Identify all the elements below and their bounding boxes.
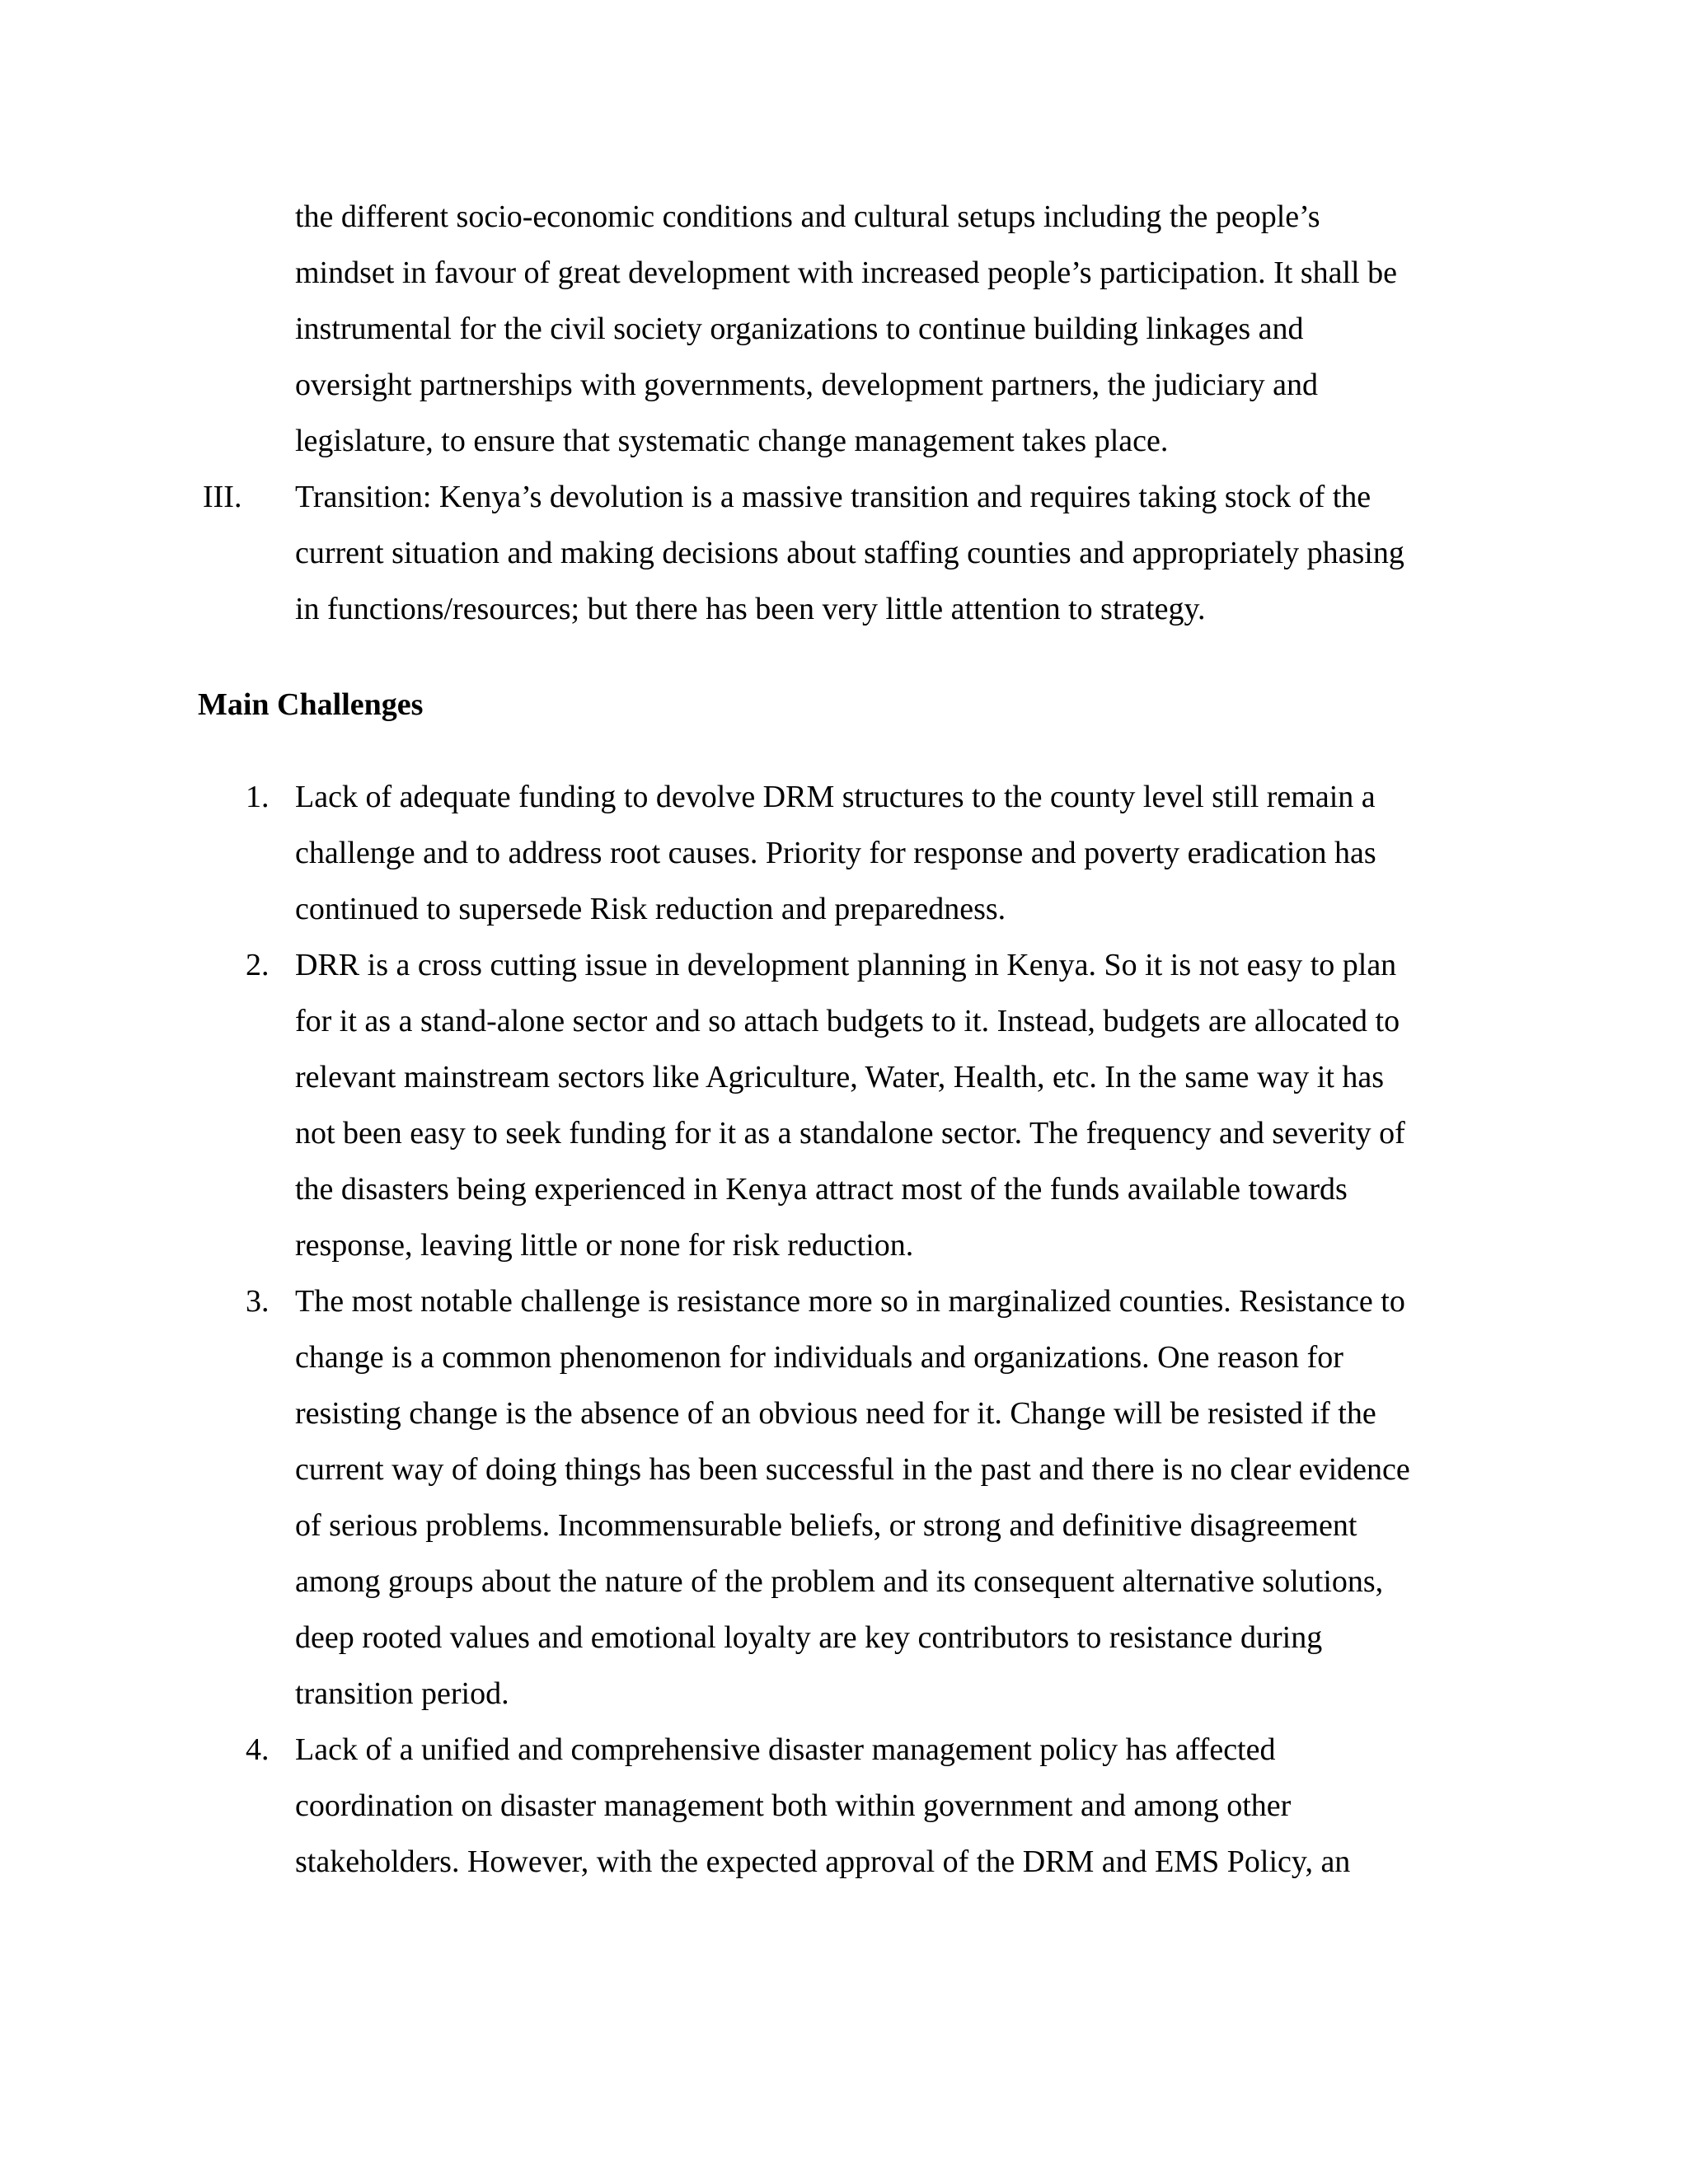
list-item-marker: 4. <box>246 1732 270 1767</box>
list-item-line: among groups about the nature of the problem and its consequent alternative solutions, <box>295 1564 1384 1599</box>
section-heading: Main Challenges <box>198 687 424 722</box>
body-text-line: oversight partnerships with governments, development partners, the judiciary and <box>295 368 1319 402</box>
body-text-line: current situation and making decisions about staffing counties and appropriately phasing <box>295 536 1404 570</box>
list-item-line: response, leaving little or none for risk reduction. <box>295 1228 914 1263</box>
list-item-line: resisting change is the absence of an obvious need for it. Change will be resisted if the <box>295 1396 1376 1431</box>
list-item-line: of serious problems. Incommensurable beliefs, or strong and definitive disagreement <box>295 1508 1357 1543</box>
list-item-line: the disasters being experienced in Kenya attract most of the funds available towards <box>295 1172 1348 1207</box>
list-item-marker: 2. <box>246 948 270 982</box>
body-text-line: in functions/resources; but there has been very little attention to strategy. <box>295 592 1206 626</box>
list-item-line: change is a common phenomenon for individuals and organizations. One reason for <box>295 1340 1343 1375</box>
list-item-line: not been easy to seek funding for it as a standalone sector. The frequency and severity of <box>295 1116 1405 1151</box>
roman-list-marker: III. <box>203 480 242 514</box>
list-item-line: relevant mainstream sectors like Agriculture, Water, Health, etc. In the same way it has <box>295 1060 1385 1094</box>
body-text-line: Transition: Kenya’s devolution is a massive transition and requires taking stock of the <box>295 480 1372 514</box>
list-item-line: Lack of adequate funding to devolve DRM structures to the county level still remain a <box>295 780 1376 814</box>
list-item-line: The most notable challenge is resistance more so in marginalized counties. Resistance to <box>295 1284 1405 1319</box>
body-text-line: mindset in favour of great development with increased people’s participation. It shall be <box>295 255 1397 290</box>
list-item-line: transition period. <box>295 1676 509 1711</box>
body-text-line: the different socio-economic conditions and cultural setups including the people’s <box>295 199 1320 234</box>
body-text-line: instrumental for the civil society organizations to continue building linkages and <box>295 312 1304 346</box>
body-text-line: legislature, to ensure that systematic change management takes place. <box>295 424 1169 458</box>
list-item-line: challenge and to address root causes. Priority for response and poverty eradication has <box>295 836 1376 870</box>
list-item-line: current way of doing things has been successful in the past and there is no clear evidence <box>295 1452 1410 1487</box>
list-item-line: DRR is a cross cutting issue in development planning in Kenya. So it is not easy to plan <box>295 948 1397 982</box>
list-item-line: continued to supersede Risk reduction and preparedness. <box>295 892 1006 926</box>
list-item-line: deep rooted values and emotional loyalty are key contributors to resistance during <box>295 1620 1323 1655</box>
list-item-line: coordination on disaster management both within government and among other <box>295 1788 1292 1823</box>
list-item-line: stakeholders. However, with the expected approval of the DRM and EMS Policy, an <box>295 1844 1351 1879</box>
list-item-marker: 1. <box>246 780 270 814</box>
list-item-line: Lack of a unified and comprehensive disaster management policy has affected <box>295 1732 1276 1767</box>
list-item-marker: 3. <box>246 1284 270 1319</box>
list-item-line: for it as a stand-alone sector and so attach budgets to it. Instead, budgets are allocated to <box>295 1004 1400 1038</box>
